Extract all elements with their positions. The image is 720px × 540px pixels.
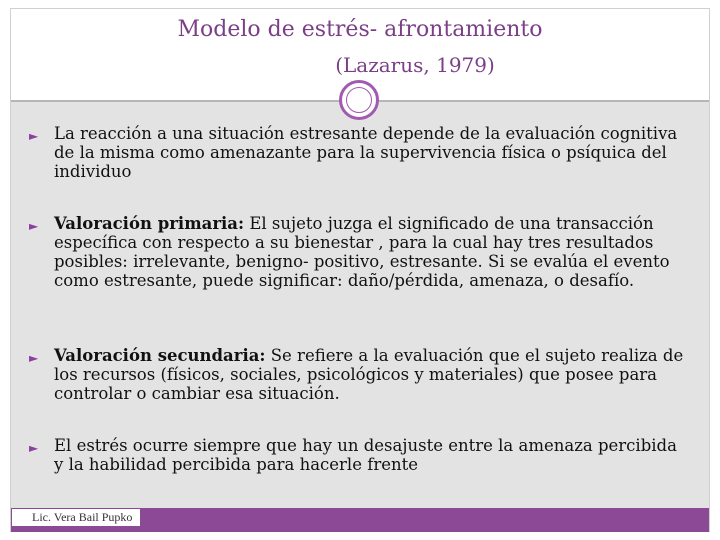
- bullet-lead: Valoración secundaria:: [54, 346, 266, 365]
- bullet-text-wrapper: [11, 214, 691, 290]
- circle-ornament-icon: [339, 80, 379, 120]
- bullet-text: La reacción a una situación estresante depende de la evaluación cognitiva de la misma como amenazante para la supervivencia física o psíquica del individuo: [54, 124, 678, 181]
- bullet-text: Se refiere a la evaluación que el sujeto realiza de los recursos (físicos, sociales, psicológicos y materiales) que posee para controlar o cambiar esa situación.: [54, 346, 684, 403]
- slide-subtitle: (Lazarus, 1979): [335, 53, 495, 77]
- bullet-text-wrapper: [11, 346, 691, 403]
- bullet-2: [11, 214, 691, 290]
- bullet-lead: Valoración primaria:: [54, 214, 245, 233]
- bullet-marker-icon: ►: [29, 219, 39, 233]
- slide-title: Modelo de estrés- afrontamiento: [177, 17, 543, 42]
- bullet-text: El estrés ocurre siempre que hay un desajuste entre la amenaza percibida y la habilidad percibida para hacerle frente: [54, 436, 677, 474]
- bullet-3: [11, 346, 691, 403]
- content-area: [11, 102, 709, 508]
- footer-author: Lic. Vera Bail Pupko: [11, 508, 141, 527]
- bullet-1: [11, 124, 691, 181]
- bullet-text: El sujeto juzga el significado de una transacción específica con respecto a su bienestar , para la cual hay tres resultados posibles: irrelevante, benigno- positivo, estresante. Si se evalúa el evento como estresante, puede significar: daño/pérdida, amenaza, o desafío.: [54, 214, 670, 290]
- bullet-marker-icon: ►: [29, 129, 39, 143]
- bullet-marker-icon: ►: [29, 441, 39, 455]
- bullet-marker-icon: ►: [29, 351, 39, 365]
- bullet-4: [11, 436, 691, 474]
